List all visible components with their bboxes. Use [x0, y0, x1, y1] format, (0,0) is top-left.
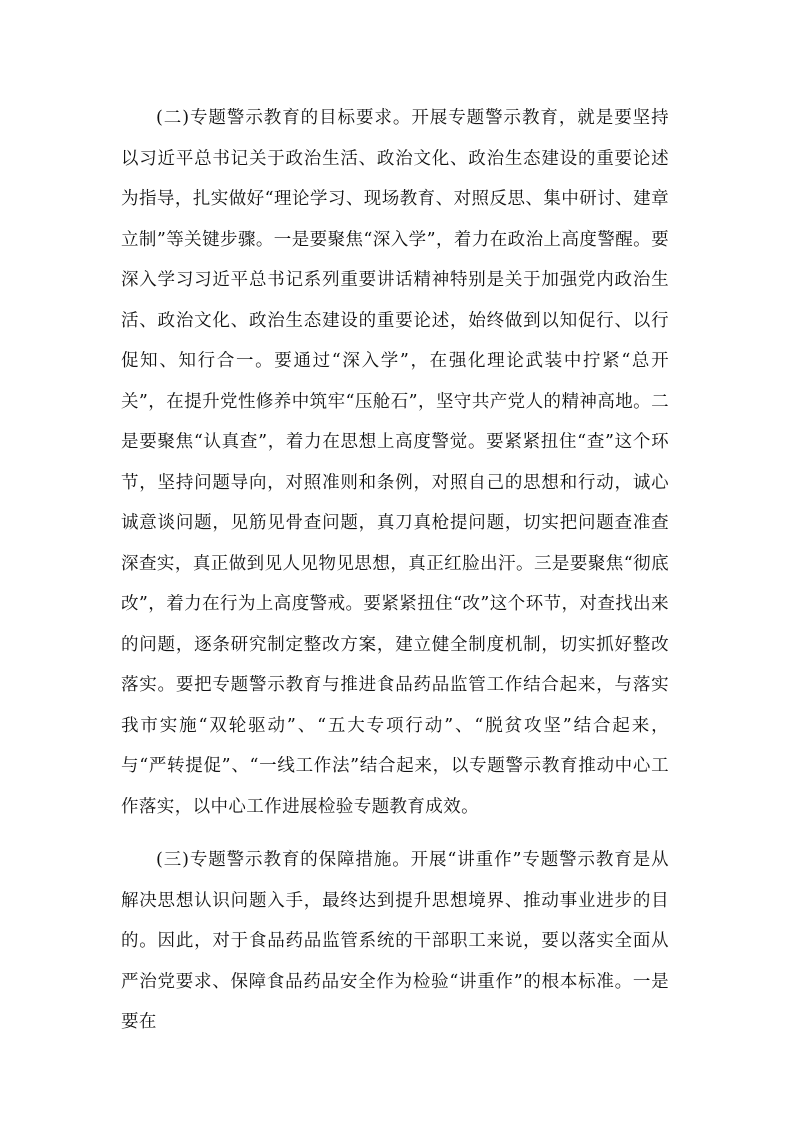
paragraph-goals: (二)专题警示教育的目标要求。开展专题警示教育，就是要坚持以习近平总书记关于政治生活、政治文化、政治生态建设的重要论述为指导，扎实做好“理论学习、现场教育、对照反思、集中研讨、建章立制”等关键步骤。一是要聚焦“深入学”，着力在政治上高度警醒。要深入学习习近平总书记系列重要讲话精神特别是关于加强党内政治生活、政治文化、政治生态建设的重要论述，始终做到以知促行、以行促知、知行合一。要通过“深入学”，在强化理论武装中拧紧“总开关”，在提升党性修养中筑牢“压舱石”，坚守共产党人的精神高地。二是要聚焦“认真查”，着力在思想上高度警觉。要紧紧扭住“查”这个环节，坚持问题导向，对照准则和条例，对照自己的思想和行动，诚心诚意谈问题，见筋见骨查问题，真刀真枪提问题，切实把问题查准查深查实，真正做到见人见物见思想，真正红脸出汗。三是要聚焦“彻底改”，着力在行为上高度警戒。要紧紧扭住“改”这个环节，对查找出来的问题，逐条研究制定整改方案，建立健全制度机制，切实抓好整改落实。要把专题警示教育与推进食品药品监管工作结合起来，与落实我市实施“双轮驱动”、“五大专项行动”、“脱贫攻坚”结合起来，与“严转提促”、“一线工作法”结合起来，以专题警示教育推动中心工作落实，以中心工作进展检验专题教育成效。 — [121, 108, 669, 817]
paragraph-safeguards: (三)专题警示教育的保障措施。开展“讲重作”专题警示教育是从解决思想认识问题入手，最终达到提升思想境界、推动事业进步的目的。因此，对于食品药品监管系统的干部职工来说，要以落实全面从严治党要求、保障食品药品安全作为检验“讲重作”的根本标准。一是要在 — [121, 850, 669, 1032]
document-body — [121, 98, 669, 1043]
